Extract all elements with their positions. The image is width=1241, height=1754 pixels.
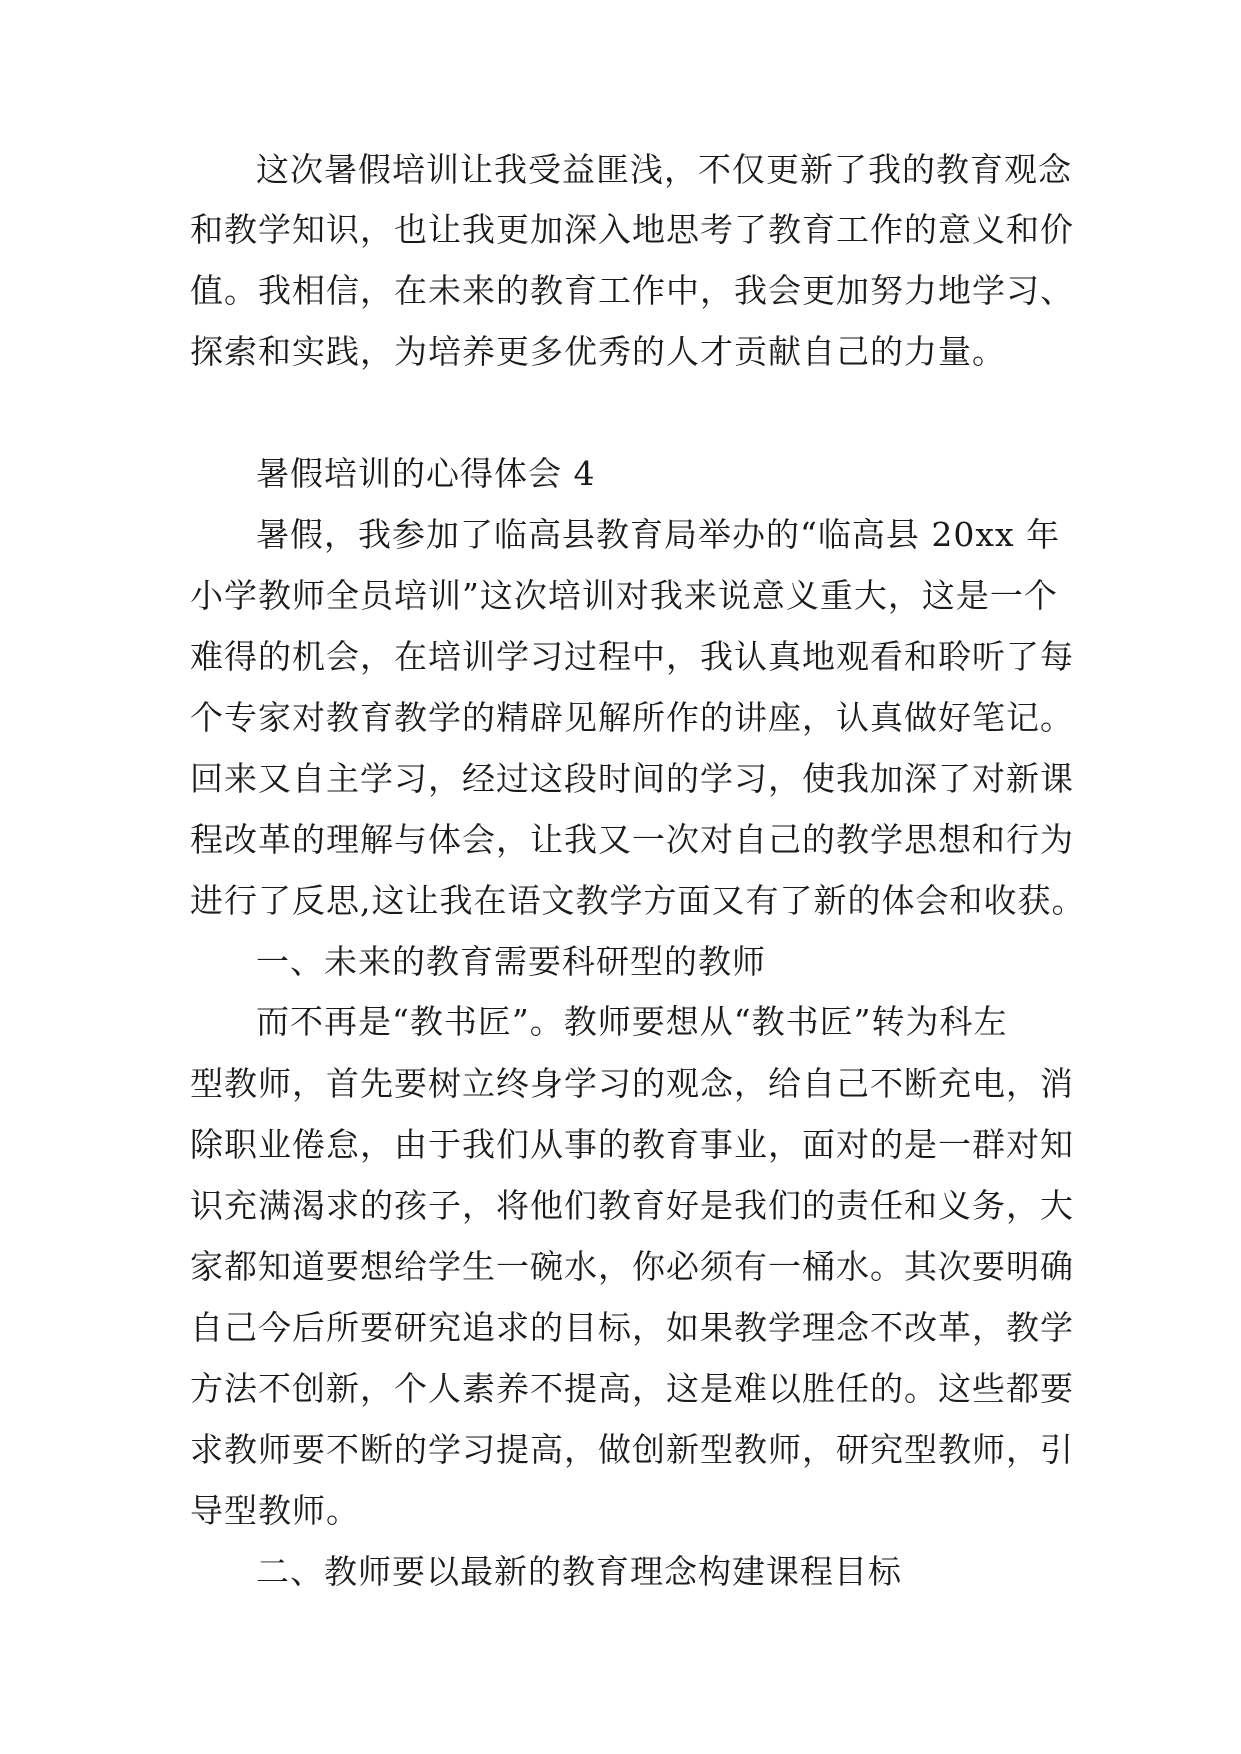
text-line: 识充满渴求的孩子，将他们教育好是我们的责任和义务，大	[190, 1186, 1074, 1225]
text-line: 型教师，首先要树立终身学习的观念，给自己不断充电，消	[190, 1064, 1074, 1103]
text-line: 和教学知识，也让我更加深入地思考了教育工作的意义和价	[190, 210, 1074, 249]
text-line: 个专家对教育教学的精辟见解所作的讲座，认真做好笔记。	[190, 698, 1074, 737]
text-line: 这次暑假培训让我受益匪浅，不仅更新了我的教育观念	[256, 150, 1072, 189]
text-line: 导型教师。	[190, 1491, 360, 1530]
text-line: 方法不创新，个人素养不提高，这是难以胜任的。这些都要	[190, 1369, 1074, 1408]
text-line: 除职业倦怠，由于我们从事的教育事业，面对的是一群对知	[190, 1125, 1074, 1164]
text-line: 小学教师全员培训”这次培训对我来说意义重大，这是一个	[190, 576, 1058, 615]
text-line: 进行了反思,这让我在语文教学方面又有了新的体会和收获。	[190, 881, 1086, 920]
text-line: 暑假，我参加了临高县教育局举办的“临高县 20xx 年	[256, 515, 1061, 554]
text-line: 回来又自主学习，经过这段时间的学习，使我加深了对新课	[190, 759, 1074, 798]
text-line: 求教师要不断的学习提高，做创新型教师，研究型教师，引	[190, 1430, 1074, 1469]
section-title: 暑假培训的心得体会 4	[256, 454, 596, 493]
text-line: 家都知道要想给学生一碗水，你必须有一桶水。其次要明确	[190, 1247, 1074, 1286]
section-heading: 一、未来的教育需要科研型的教师	[256, 942, 766, 981]
text-line: 而不再是“教书匠”。教师要想从“教书匠”转为科左	[256, 1002, 1008, 1041]
text-line: 值。我相信，在未来的教育工作中，我会更加努力地学习、	[190, 271, 1074, 310]
text-line: 自己今后所要研究追求的目标，如果教学理念不改革，教学	[190, 1308, 1074, 1347]
text-line: 程改革的理解与体会，让我又一次对自己的教学思想和行为	[190, 820, 1074, 859]
text-line: 难得的机会，在培训学习过程中，我认真地观看和聆听了每	[190, 637, 1074, 676]
text-line: 探索和实践，为培养更多优秀的人才贡献自己的力量。	[190, 332, 1006, 371]
section-heading: 二、教师要以最新的教育理念构建课程目标	[256, 1552, 902, 1591]
